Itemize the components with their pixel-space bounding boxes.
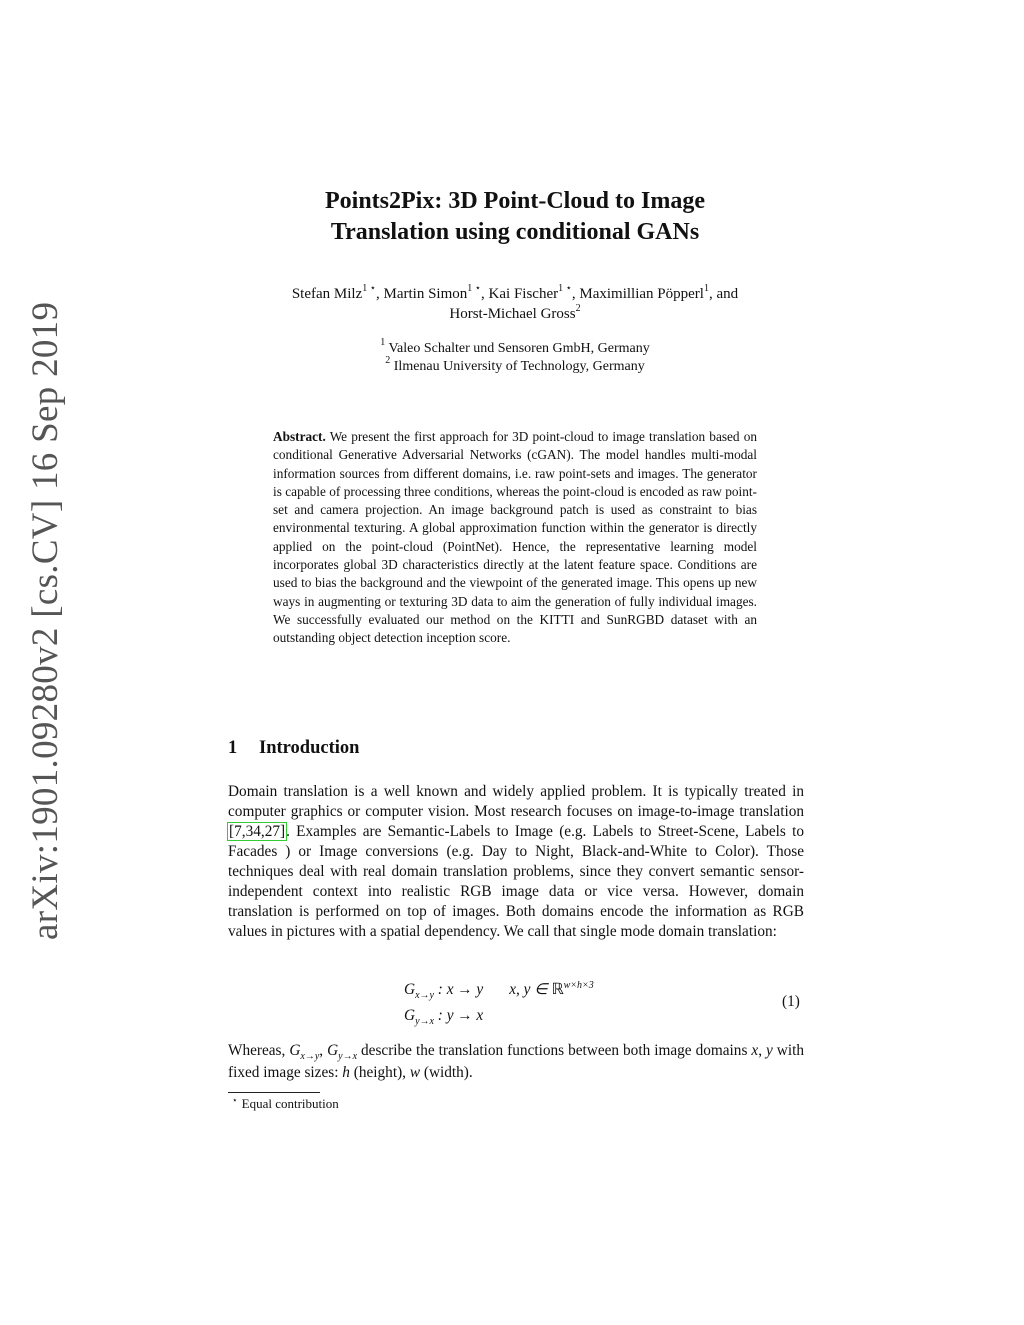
author-mark: 1 ⋆ <box>467 283 482 294</box>
affiliation-2 <box>200 355 830 376</box>
math-var: y <box>766 1042 773 1059</box>
author-mark: 1 <box>703 283 709 294</box>
abstract <box>273 428 757 648</box>
author-mark: 1 ⋆ <box>362 283 377 294</box>
paragraph-text: (height), <box>349 1064 410 1081</box>
eq-symbol: G <box>404 981 416 998</box>
paragraph-text: with fixed image sizes: <box>228 1042 804 1081</box>
equation-number: (1) <box>782 993 800 1010</box>
affiliation-1 <box>200 337 830 358</box>
affiliation-mark: 1 <box>380 337 386 349</box>
author-line-2 <box>200 304 830 324</box>
affiliation-text: Ilmenau University of Technology, Germany <box>390 359 645 374</box>
section-title: Introduction <box>259 738 360 758</box>
footnote-rule <box>228 1092 320 1093</box>
footnote-text: Equal contribution <box>241 1096 339 1111</box>
title-line-1: Points2Pix: 3D Point-Cloud to Image <box>325 188 705 214</box>
eq-domain: x, y ∈ <box>509 981 552 998</box>
paragraph-text: , <box>758 1042 766 1059</box>
eq-exponent: w×h×3 <box>563 980 594 991</box>
author-name: , Martin Simon <box>376 286 468 302</box>
abstract-text: We present the first approach for 3D point-cloud to image translation based on conditional Generative Adversarial Networks (cGAN). The model handles multi-modal information sources from different domains, i.e. raw point-sets and images. The generator is capable of processing three conditions, whereas the point-cloud is encoded as raw point-set and camera projection. An image background patch is used as constraint to bias environmental texturing. A global approximation function within the generator is directly applied on the point-cloud (PointNet). Hence, the representative learning model incorporates global 3D characteristics directly at the latent feature space. Conditions are used to bias the background and the viewpoint of the generated image. This opens up new ways in augmenting or texturing 3D data to aim the generation of fully individual images. We successfully evaluated our method on the KITTI and SunRGBD dataset with an outstanding object detection inception score. <box>273 429 757 646</box>
eq-mapping: : y → x <box>433 1007 484 1024</box>
paragraph-text: (width). <box>420 1064 473 1081</box>
eq-real-set: ℝ <box>551 981 564 998</box>
title-line-2: Translation using conditional GANs <box>330 219 700 245</box>
author-name: , Maximillian Pöpperl <box>571 286 704 302</box>
eq-subscript: y→x <box>415 1016 434 1027</box>
affiliation-mark: 2 <box>385 355 391 367</box>
section-number: 1 <box>228 738 238 758</box>
equation-line-1 <box>404 978 594 1004</box>
affiliation-text: Valeo Schalter und Sensoren GmbH, Germany <box>385 341 650 356</box>
section-heading <box>228 738 359 759</box>
eq-symbol: G <box>289 1042 301 1059</box>
affiliations <box>200 337 830 376</box>
intro-paragraph-1 <box>228 782 804 942</box>
abstract-label: Abstract. <box>273 429 326 444</box>
equation-block <box>404 978 594 1030</box>
paragraph-text: describe the translation functions between both image domains <box>357 1042 752 1059</box>
footnote <box>228 1096 339 1113</box>
eq-subscript: x→y <box>415 990 434 1001</box>
author-name: , Kai Fischer <box>481 286 559 302</box>
footnote-mark: ⋆ <box>232 1095 238 1105</box>
eq-subscript: y→x <box>338 1051 358 1062</box>
eq-subscript: x→y <box>300 1051 320 1062</box>
eq-symbol: G <box>327 1042 339 1059</box>
eq-symbol: G <box>404 1007 416 1024</box>
paragraph-text: Whereas, <box>228 1042 290 1059</box>
author-mark: 1 ⋆ <box>558 283 572 294</box>
author-name: Stefan Milz <box>291 286 363 302</box>
author-mark: 2 <box>575 303 581 314</box>
paragraph-text: . Examples are Semantic-Labels to Image (e.g. Labels to Street-Scene, Labels to Facades ) or Image conversions (e.g. Day to Night, Black-and-White to Color). Those techniques deal with real domain translation problems, since they convert semantic sensor-independent context into realistic RGB image data or vice versa. However, domain translation is performed on top of images. Both domains encode the information as RGB values in pictures with a spatial dependency. We call that single mode domain translation: <box>228 823 804 940</box>
author-separator: , and <box>708 286 739 302</box>
author-line-1 <box>200 284 830 304</box>
author-list <box>200 284 830 324</box>
author-name: Horst-Michael Gross <box>449 306 576 322</box>
paragraph-text: Domain translation is a well known and widely applied problem. It is typically treated in computer graphics or computer vision. Most research focuses on image-to-image translation <box>228 783 804 820</box>
math-var: h <box>342 1064 350 1081</box>
paper-title <box>200 186 830 248</box>
citation-link[interactable]: [7,34,27] <box>229 823 286 840</box>
eq-mapping: : x → y <box>433 981 484 998</box>
arxiv-identifier: arXiv:1901.09280v2 [cs.CV] 16 Sep 2019 <box>25 301 66 940</box>
equation-line-2 <box>404 1004 594 1030</box>
eq-separator: , <box>319 1042 328 1059</box>
intro-paragraph-2 <box>228 1041 804 1083</box>
math-var: w <box>409 1064 421 1081</box>
math-var: x <box>751 1042 759 1059</box>
